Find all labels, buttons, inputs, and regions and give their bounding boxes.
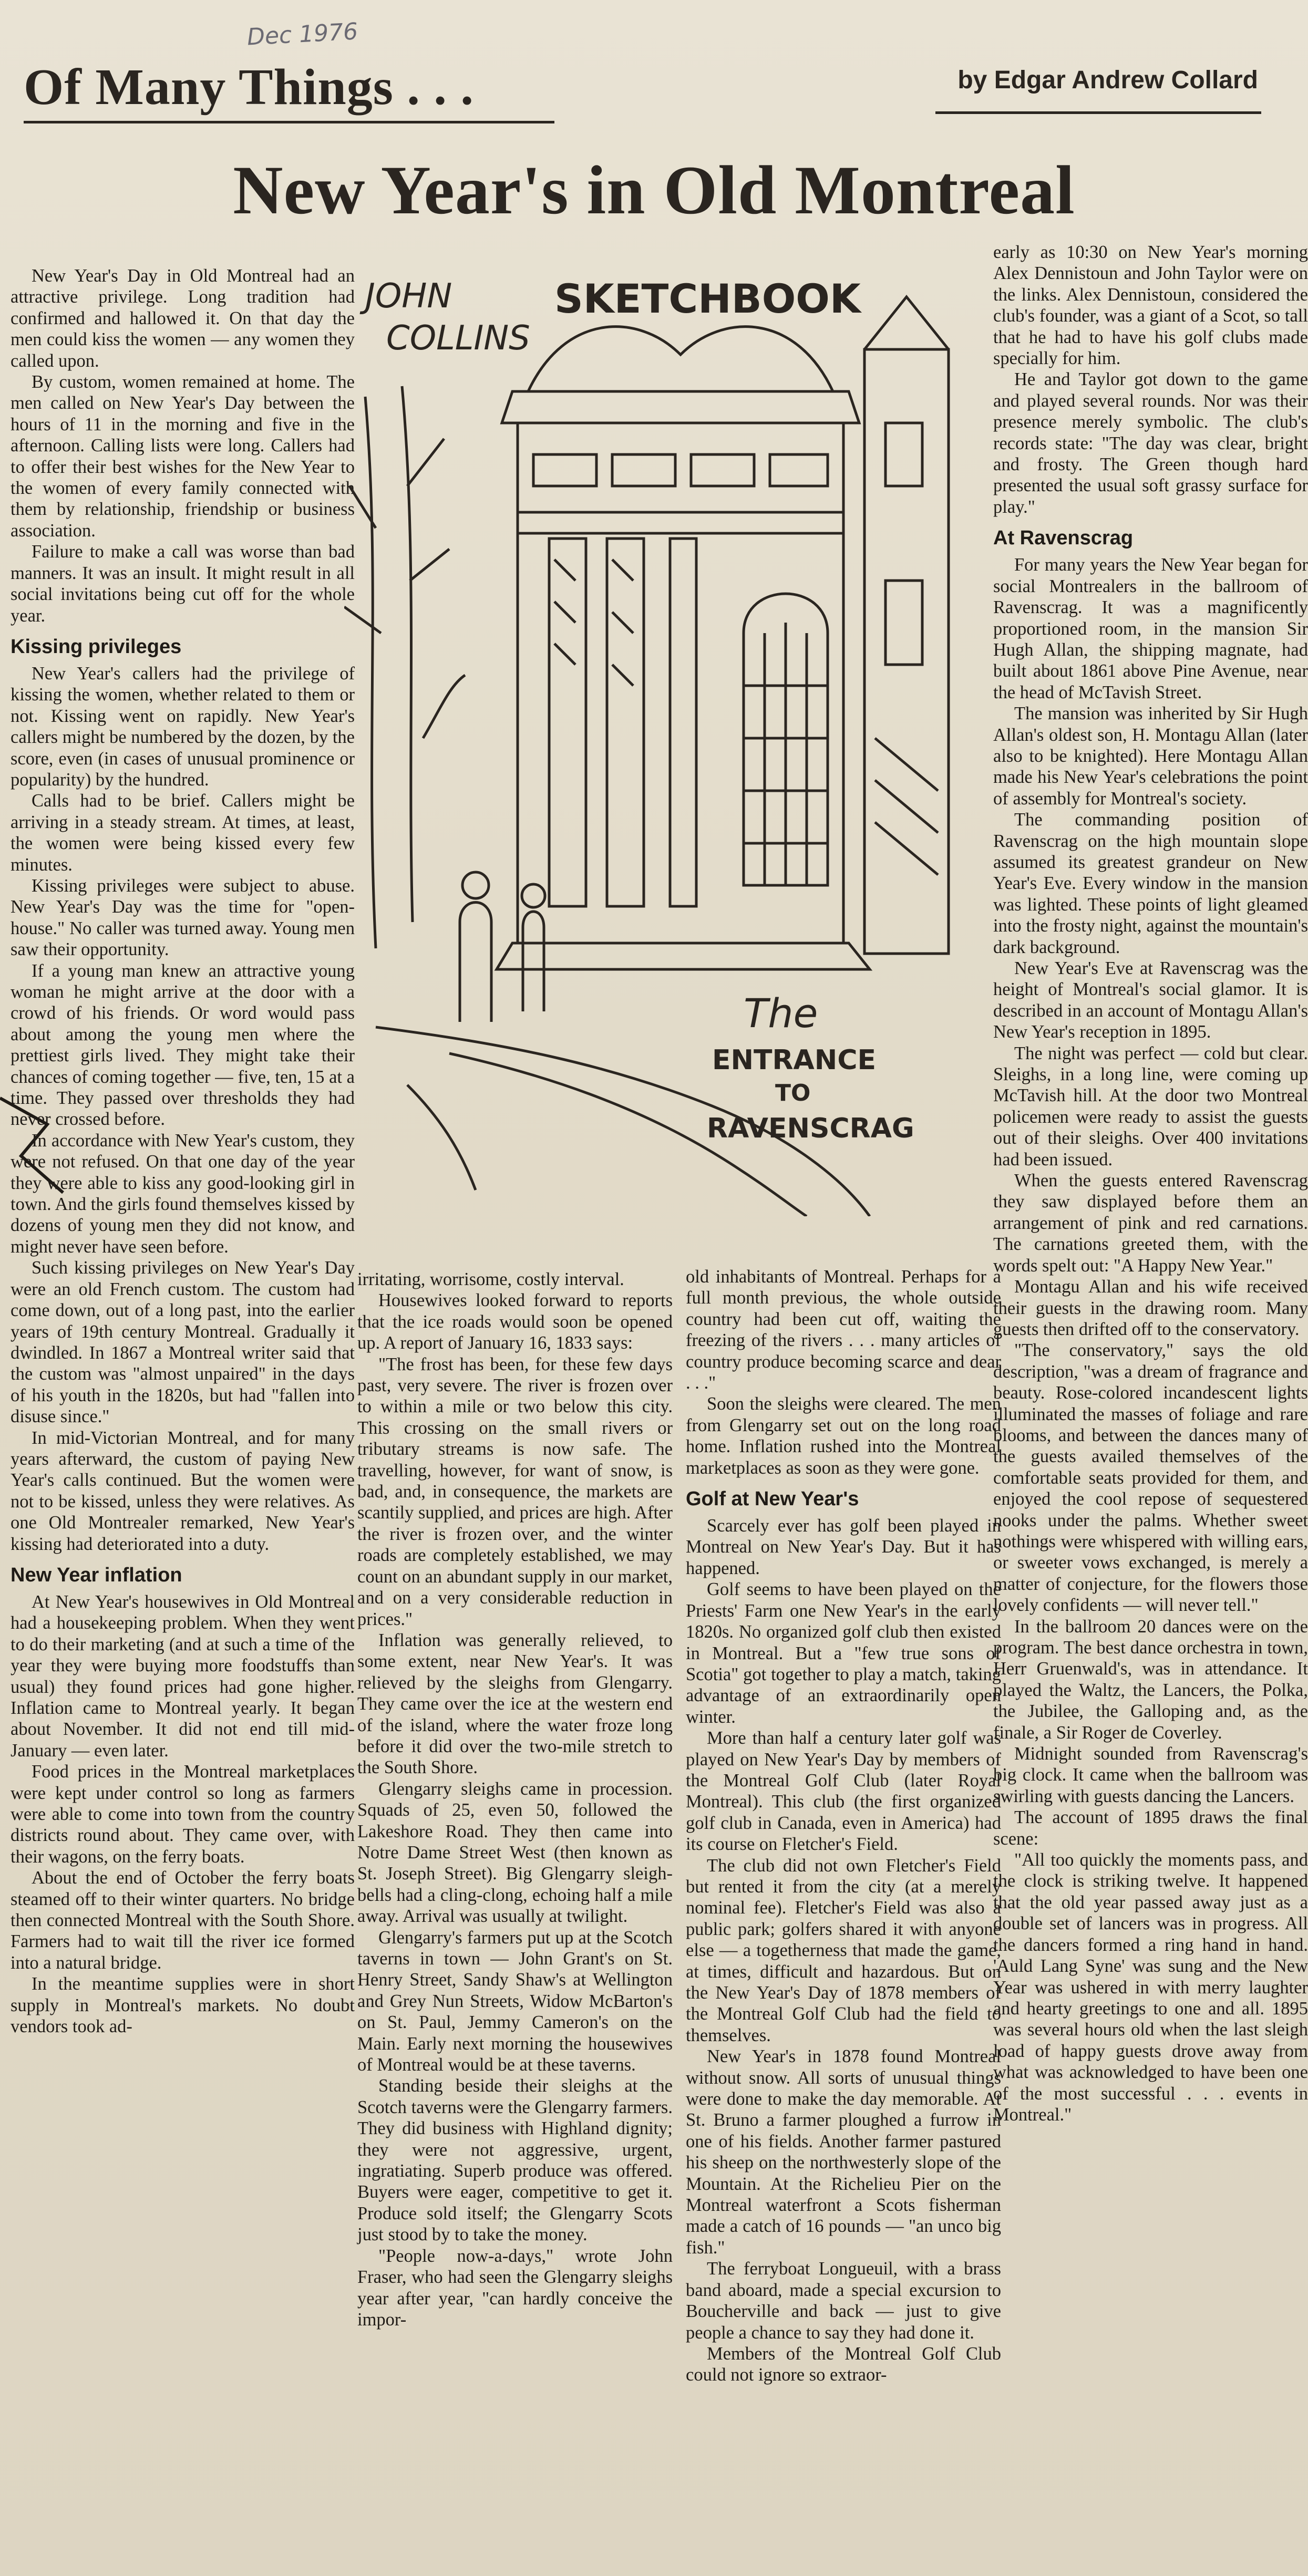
paragraph: Such kissing privileges on New Year's Day were an old French custom. The custom had come down, out of a long past, into the earlier years of 19th century Montreal. Gradually it dwindled. In 1867 a Montreal writer said that the custom was "almost unpaired" in the days of his youth in the 1820s, but had "fallen into disuse since." bbox=[11, 1258, 355, 1427]
paragraph: More than half a century later golf was played on New Year's Day by members of the Montreal Golf Club (later Royal Montreal). This club (the first organized golf club in Canada, even in America) had its course on Fletcher's Field. bbox=[686, 1728, 1001, 1855]
byline: by Edgar Andrew Collard bbox=[957, 66, 1258, 94]
sketchbook-illustration bbox=[344, 265, 975, 1216]
paragraph: Kissing privileges were subject to abuse. New Year's Day was the time for "open-house." No caller was turned away. Young men saw their opportunity. bbox=[11, 875, 355, 960]
paragraph: early as 10:30 on New Year's morning Alex Dennistoun and John Taylor were on the links. Alex Dennistoun, considered the club's founder, was a giant of a Scot, so tall that he had to have his golf clubs made specially for him. bbox=[993, 242, 1308, 369]
paragraph: Glengarry's farmers put up at the Scotch taverns in town — John Grant's on St. Henry Street, Sandy Shaw's at Wellington and Grey Nun Streets, Widow McBarton's on St. Paul, Jemmy Cameron's on the Main. Early next morning the housewives of Montreal would be at these taverns. bbox=[357, 1927, 673, 2075]
paragraph: The account of 1895 draws the final scene: bbox=[993, 1807, 1308, 1849]
sketch-caption-line4: RAVENSCRAG bbox=[707, 1113, 914, 1144]
subheading: At Ravenscrag bbox=[993, 527, 1134, 550]
paragraph: Failure to make a call was worse than bad manners. It was an insult. It might result in all social invitations being cut off for the whole year. bbox=[11, 542, 355, 626]
paragraph: Montagu Allan and his wife received their guests in the drawing room. Many guests then drifted off to the conservatory. bbox=[993, 1277, 1308, 1339]
column-title: Of Many Things . . . bbox=[24, 59, 474, 116]
paragraph: About the end of October the ferry boats steamed off to their winter quarters. No bridge then connected Montreal with the South Shore. Farmers had to wait till the river ice formed into a natural bridge. bbox=[11, 1868, 355, 1973]
sketch-caption-line3: TO bbox=[775, 1080, 811, 1106]
paragraph: The club did not own Fletcher's Field but rented it from the city (at a merely nominal fee). Fletcher's Field was also a public park; golfers shared it with anyone else — a togetherness that made the game, at times, difficult and hazardous. But on the New Year's Day of 1878 members of the Montreal Golf Club had the field to themselves. bbox=[686, 1855, 1001, 2045]
paragraph: The ferryboat Longueuil, with a brass band aboard, made a special excursion to Boucherville and back — just to give people a chance to say they had done it. bbox=[686, 2259, 1001, 2343]
article-column-4 bbox=[993, 242, 1308, 2125]
paragraph: Food prices in the Montreal marketplaces were kept under control so long as farmers were able to come into town from the country districts round about. They came over, with their wagons, on the ferry boats. bbox=[11, 1762, 355, 1867]
headline: New Year's in Old Montreal bbox=[233, 151, 1075, 229]
paragraph: Inflation was generally relieved, to some extent, near New Year's. It was relieved by the sleighs from Glengarry. They came over the ice at the western end of the island, where the water froze long before it did over the two-mile stretch to the South Shore. bbox=[357, 1630, 673, 1778]
paragraph: New Year's in 1878 found Montreal without snow. All sorts of unusual things were done to make the day memorable. At St. Bruno a farmer ploughed a furrow in one of his fields. Another farmer pastured his sheep on the northwesterly slope of the Mountain. At the Richelieu Pier on the Montreal waterfront a Scots fisherman made a catch of 16 pounds — "an unco big fish." bbox=[686, 2046, 1001, 2258]
bleed-through-text bbox=[11, 5, 1293, 47]
paragraph: "The conservatory," says the old description, "was a dream of fragrance and beauty. Rose-colored incandescent lights illuminated the masses of foliage and rare blooms, and between the dances many of the guests availed themselves of the comfortable seats provided for them, and enjoyed the cool repose of sequestered nooks under the palms. Whether sweet nothings were whispered with willing ears, or sweeter vows exchanged, is merely a matter of conjecture, for the flowers those lovely confidents — will never tell." bbox=[993, 1340, 1308, 1616]
paragraph: If a young man knew an attractive young woman he might arrive at the door with a crowd of his friends. Or word would pass about among the young men where the prettiest girls lived. They might take their chances of coming together — five, ten, 15 at a time. They passed over thresholds they had never crossed before. bbox=[11, 960, 355, 1130]
article-column-3 bbox=[686, 1266, 1001, 2386]
paragraph: Standing beside their sleighs at the Scotch taverns were the Glengarry farmers. They did business with Highland dignity; they were not aggressive, urgent, ingratiating. Superb produce was offered. Buyers were eager, competitive to get it. Produce sold itself; the Glengarry Scots just stood by to take the money. bbox=[357, 2076, 673, 2245]
paragraph: New Year's callers had the privilege of kissing the women, whether related to them or not. Kissing went on rapidly. New Year's callers might be numbered by the dozen, by the score, even (in cases of unusual prominence or popularity) by the hundred. bbox=[11, 663, 355, 790]
paragraph: He and Taylor got down to the game and played several rounds. Nor was their presence merely symbolic. The club's records state: "The day was clear, bright and frosty. The Green though hard presented the usual soft grassy surface for play." bbox=[993, 369, 1308, 517]
sketch-caption-line2: ENTRANCE bbox=[712, 1044, 876, 1076]
paragraph: New Year's Eve at Ravenscrag was the height of Montreal's social glamor. It is described in an account of Montagu Allan's New Year's reception in 1895. bbox=[993, 958, 1308, 1042]
sketch-signature-line2: COLLINS bbox=[386, 319, 530, 358]
paragraph: In the ballroom 20 dances were on the program. The best dance orchestra in town, Herr Gruenwald's, was in attendance. It played the Waltz, the Lancers, the Polka, the Jubilee, the Galloping and, as the finale, a Sir Roger de Coverley. bbox=[993, 1616, 1308, 1743]
paragraph: Housewives looked forward to reports that the ice roads would soon be opened up. A report of January 16, 1833 says: bbox=[357, 1290, 673, 1353]
paragraph: Members of the Montreal Golf Club could not ignore so extraor- bbox=[686, 2343, 1001, 2385]
paragraph: Midnight sounded from Ravenscrag's big clock. It came when the ballroom was swirling with guests dancing the Lancers. bbox=[993, 1744, 1308, 1806]
subheading: Golf at New Year's bbox=[686, 1488, 859, 1511]
article-column-2 bbox=[357, 1269, 673, 2330]
paragraph: Glengarry sleighs came in procession. Squads of 25, even 50, followed the Lakeshore Road. They then came into Notre Dame Street West (then known as St. Joseph Street). Big Glengarry sleigh-bells had a cling-clong, echoing half a mile away. Arrival was usually at twilight. bbox=[357, 1778, 673, 1927]
paragraph: Calls had to be brief. Callers might be arriving in a steady stream. At times, at least, the women were being kissed every few minutes. bbox=[11, 791, 355, 875]
paragraph: "All too quickly the moments pass, and the clock is striking twelve. It happened that the old year passed away just as a double set of lancers was in progress. All the dancers formed a ring hand in hand. 'Auld Lang Syne' was sung and the New Year was ushered in with merry laughter and hearty greetings to one and all. 1895 was several hours old when the last sleigh load of happy guests drove away from what was acknowledged to have been one of the most successful . . . events in Montreal." bbox=[993, 1850, 1308, 2125]
header-rule-left bbox=[24, 121, 554, 123]
paragraph: New Year's Day in Old Montreal had an attractive privilege. Long tradition had confirmed and hallowed it. On that day the men could kiss the women — any women they called upon. bbox=[11, 266, 355, 371]
header-rule-right bbox=[935, 111, 1261, 114]
paragraph: The night was perfect — cold but clear. Sleighs, in a long line, were coming up McTavish hill. At the door two Montreal policemen were ready to assist the guests out of their sleighs. Over 400 invitations had been issued. bbox=[993, 1043, 1308, 1170]
torn-fold-mark bbox=[0, 1093, 74, 1198]
sketch-caption-line1: The bbox=[744, 990, 818, 1037]
paragraph: When the guests entered Ravenscrag they saw displayed before them an arrangement of pink and red carnations. The carnations greeted them, with the words spelt out: "A Happy New Year." bbox=[993, 1171, 1308, 1276]
paragraph: The mansion was inherited by Sir Hugh Allan's oldest son, H. Montagu Allan (later also to be knighted). Here Montagu Allan made his New Year's celebrations the point of assembly for Montreal's society. bbox=[993, 704, 1308, 809]
paragraph: "The frost has been, for these few days past, very severe. The river is frozen over to within a mile or two below this city. This crossing on the small rivers or tributary streams is now safe. The travelling, however, for want of snow, is bad, and, in consequence, the markets are scantily supplied, and prices are high. After the river is frozen over, and the winter roads are completely established, we may count on an abundant supply in our market, and on a very considerable reduction in prices." bbox=[357, 1354, 673, 1629]
paragraph: By custom, women remained at home. The men called on New Year's Day between the hours of 11 in the morning and five in the afternoon. Calling lists were long. Callers had to offer their best wishes for the New Year to the women of every family connected with them by relationship, friendship or business association. bbox=[11, 372, 355, 541]
paragraph: In mid-Victorian Montreal, and for many years afterward, the custom of paying New Year's calls continued. But the women were not to be kissed, unless they were relatives. As one Old Montrealer remarked, New Year's kissing had deteriorated into a duty. bbox=[11, 1427, 355, 1554]
ravenscrag-entrance-drawing bbox=[344, 265, 975, 1216]
subheading: Kissing privileges bbox=[11, 635, 182, 658]
paragraph: Scarcely ever has golf been played in Montreal on New Year's Day. But it has happened. bbox=[686, 1516, 1001, 1578]
handwritten-date: Dec 1976 bbox=[246, 18, 359, 51]
paragraph: For many years the New Year began for social Montrealers in the ballroom of Ravenscrag. It was a magnificently proportioned room, in the mansion Sir Hugh Allan, the shipping magnate, had built about 1861 above Pine Avenue, near the head of McTavish Street. bbox=[993, 555, 1308, 702]
paragraph: At New Year's housewives in Old Montreal had a housekeeping problem. When they went to do their marketing (and at such a time of the year they were buying more foodstuffs than usual) they found prices had gone higher. Inflation came to Montreal yearly. It began about November. It did not end till mid-January — even later. bbox=[11, 1591, 355, 1761]
sketch-title: SKETCHBOOK bbox=[554, 275, 861, 322]
paragraph: In accordance with New Year's custom, they were not refused. On that one day of the year they were able to kiss any good-looking girl in town. And the girls found themselves kissed by dozens of young men they did not know, and might never have seen before. bbox=[11, 1130, 355, 1257]
paragraph: Golf seems to have been played on the Priests' Farm one New Year's in the early 1820s. No organized golf club then existed in Montreal. But a "few true sons of Scotia" got together to play a match, taking advantage of an extraordinarily open winter. bbox=[686, 1579, 1001, 1727]
paragraph: old inhabitants of Montreal. Perhaps for a full month previous, the whole outside country had been cut off, waiting the freezing of the rivers . . . many articles of country produce becoming scarce and dear . . ." bbox=[686, 1267, 1001, 1393]
sketch-signature-line1: JOHN bbox=[365, 277, 452, 316]
paragraph: irritating, worrisome, costly interval. bbox=[357, 1269, 624, 1289]
paragraph: In the meantime supplies were in short supply in Montreal's markets. No doubt vendors took ad- bbox=[11, 1974, 355, 2037]
paragraph: Soon the sleighs were cleared. The men from Glengarry set out on the long road home. Inflation rushed into the Montreal marketplaces as soon as they were gone. bbox=[686, 1394, 1001, 1478]
subheading: New Year inflation bbox=[11, 1564, 182, 1586]
paragraph: The commanding position of Ravenscrag on the high mountain slope assumed its greatest grandeur on New Year's Eve. Every window in the mansion was lighted. These points of light gleamed into the frosty night, against the mountain's dark background. bbox=[993, 810, 1308, 957]
paragraph: "People now-a-days," wrote John Fraser, who had seen the Glengarry sleighs year after year, "can hardly conceive the impor- bbox=[357, 2246, 673, 2330]
